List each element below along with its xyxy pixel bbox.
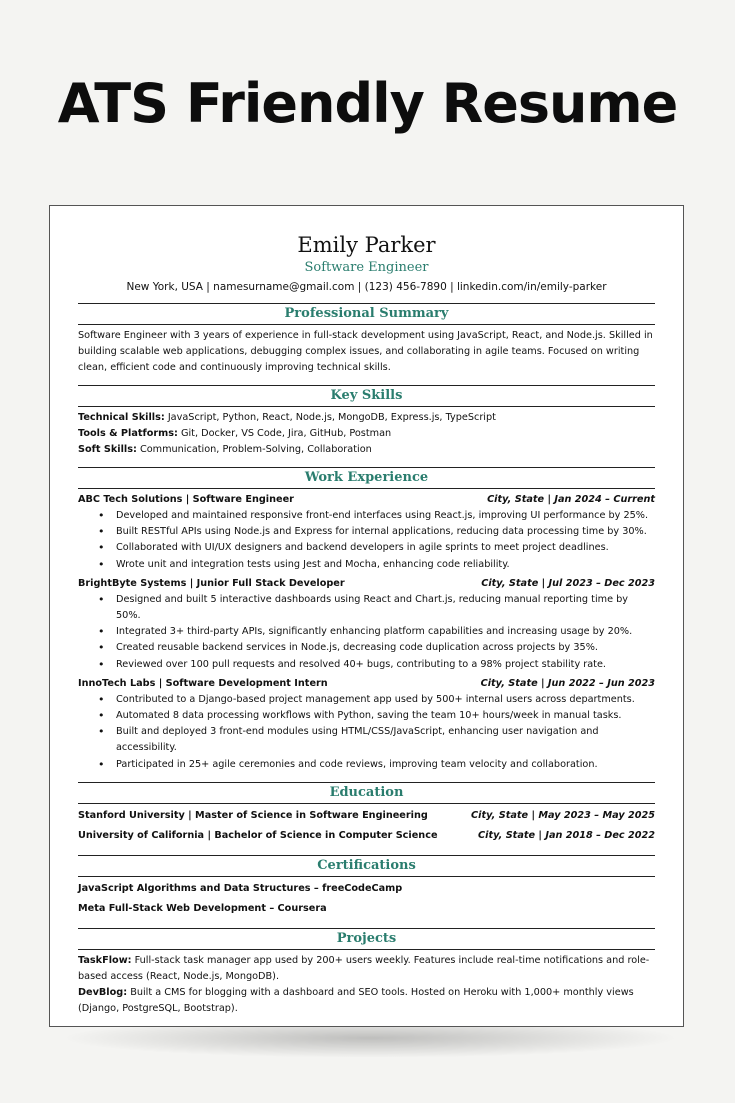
job-bullet: • Created reusable backend services in Node.js, decreasing code duplication across projects by 35%. [116, 640, 655, 656]
job-title: ABC Tech Solutions | Software Engineer [78, 494, 294, 505]
job-header [78, 576, 655, 592]
skill-line [78, 426, 655, 442]
job-bullet: • Built RESTful APIs using Node.js and Express for internal applications, reducing data processing time by 30%. [116, 524, 655, 540]
section-heading-education: Education [78, 782, 655, 804]
resume-name: Emily Parker [297, 233, 436, 257]
education-title: University of California | Bachelor of Science in Computer Science [78, 829, 438, 841]
project-item [78, 953, 655, 985]
job-bullet: • Reviewed over 100 pull requests and resolved 40+ bugs, contributing to a 98% project stability rate. [116, 657, 655, 673]
education-list [78, 806, 655, 846]
job-header [78, 676, 655, 692]
project-text: Full-stack task manager app used by 200+ users weekly. Features include real-time notifications and role-based access (React, Node.js, MongoDB). [78, 954, 650, 982]
education-dates: City, State | May 2023 – May 2025 [471, 809, 655, 821]
job-header [78, 492, 655, 508]
section-heading-skills: Key Skills [78, 385, 655, 407]
job-bullet: • Developed and maintained responsive front-end interfaces using React.js, improving UI performance by 25%. [116, 508, 655, 524]
summary-text: Software Engineer with 3 years of experience in full-stack development using JavaScript, React, and Node.js. Skilled in building scalable web applications, debugging complex issues, and collaborating in agile teams. Focused on writing clean, efficient code and continuously improving technical skills. [78, 330, 653, 373]
job-entry [78, 492, 655, 573]
skill-label: Technical Skills: [78, 412, 165, 423]
skills-list [78, 410, 655, 458]
section-heading-projects: Projects [78, 928, 655, 950]
job-bullet: • Contributed to a Django-based project management app used by 500+ internal users across departments. [116, 692, 655, 708]
resume-page [49, 205, 684, 1027]
banner-title: ATS Friendly Resume [57, 72, 678, 135]
resume-role: Software Engineer [304, 260, 429, 275]
project-text: Built a CMS for blogging with a dashboard and SEO tools. Hosted on Heroku with 1,000+ monthly views (Django, PostgreSQL, Bootstrap). [78, 986, 634, 1014]
job-dates: City, State | Jul 2023 – Dec 2023 [481, 577, 655, 589]
job-dates: City, State | Jan 2024 – Current [487, 494, 655, 505]
skill-label: Tools & Platforms: [78, 428, 178, 439]
job-entry [78, 676, 655, 773]
skill-value: Git, Docker, VS Code, Jira, GitHub, Postman [177, 428, 392, 439]
skill-line [78, 410, 655, 426]
education-dates: City, State | Jan 2018 – Dec 2022 [478, 829, 655, 841]
job-bullet: • Built and deployed 3 front-end modules using HTML/CSS/JavaScript, enhancing user navigation and accessibility. [116, 724, 655, 756]
job-bullets [78, 592, 655, 673]
project-name: DevBlog: [78, 986, 128, 998]
certification-item: Meta Full-Stack Web Development – Coursera [78, 902, 327, 914]
section-heading-experience: Work Experience [78, 467, 655, 489]
project-name: TaskFlow: [78, 954, 132, 966]
education-title: Stanford University | Master of Science in Software Engineering [78, 809, 428, 821]
skill-value: Communication, Problem-Solving, Collaboration [136, 444, 372, 455]
education-row [78, 826, 655, 846]
section-heading-certifications: Certifications [78, 855, 655, 877]
skill-value: JavaScript, Python, React, Node.js, MongoDB, Express.js, TypeScript [164, 412, 496, 423]
job-bullet: • Participated in 25+ agile ceremonies and code reviews, improving team velocity and collaboration. [116, 757, 655, 773]
job-bullet: • Designed and built 5 interactive dashboards using React and Chart.js, reducing manual reporting time by 50%. [116, 592, 655, 624]
job-bullet: • Collaborated with UI/UX designers and backend developers in agile sprints to meet project deadlines. [116, 540, 655, 556]
job-bullet: • Automated 8 data processing workflows with Python, saving the team 10+ hours/week in manual tasks. [116, 708, 655, 724]
project-item [78, 985, 655, 1017]
job-dates: City, State | Jun 2022 – Jun 2023 [480, 677, 655, 689]
job-bullet: • Integrated 3+ third-party APIs, significantly enhancing platform capabilities and increasing usage by 20%. [116, 624, 655, 640]
job-entry [78, 576, 655, 673]
certification-item: JavaScript Algorithms and Data Structures – freeCodeCamp [78, 882, 403, 894]
job-bullets [78, 508, 655, 573]
certifications-list [78, 879, 655, 919]
job-bullet: • Wrote unit and integration tests using Jest and Mocha, enhancing code reliability. [116, 557, 655, 573]
projects-list [78, 953, 655, 1017]
job-title: BrightByte Systems | Junior Full Stack Developer [78, 577, 345, 589]
education-row [78, 806, 655, 826]
skill-label: Soft Skills: [78, 444, 137, 455]
job-title: InnoTech Labs | Software Development Intern [78, 677, 328, 689]
section-heading-summary: Professional Summary [78, 303, 655, 325]
skill-line [78, 442, 655, 458]
resume-contact: New York, USA | namesurname@gmail.com | (123) 456-7890 | linkedin.com/in/emily-parker [126, 281, 607, 293]
job-bullets [78, 692, 655, 773]
